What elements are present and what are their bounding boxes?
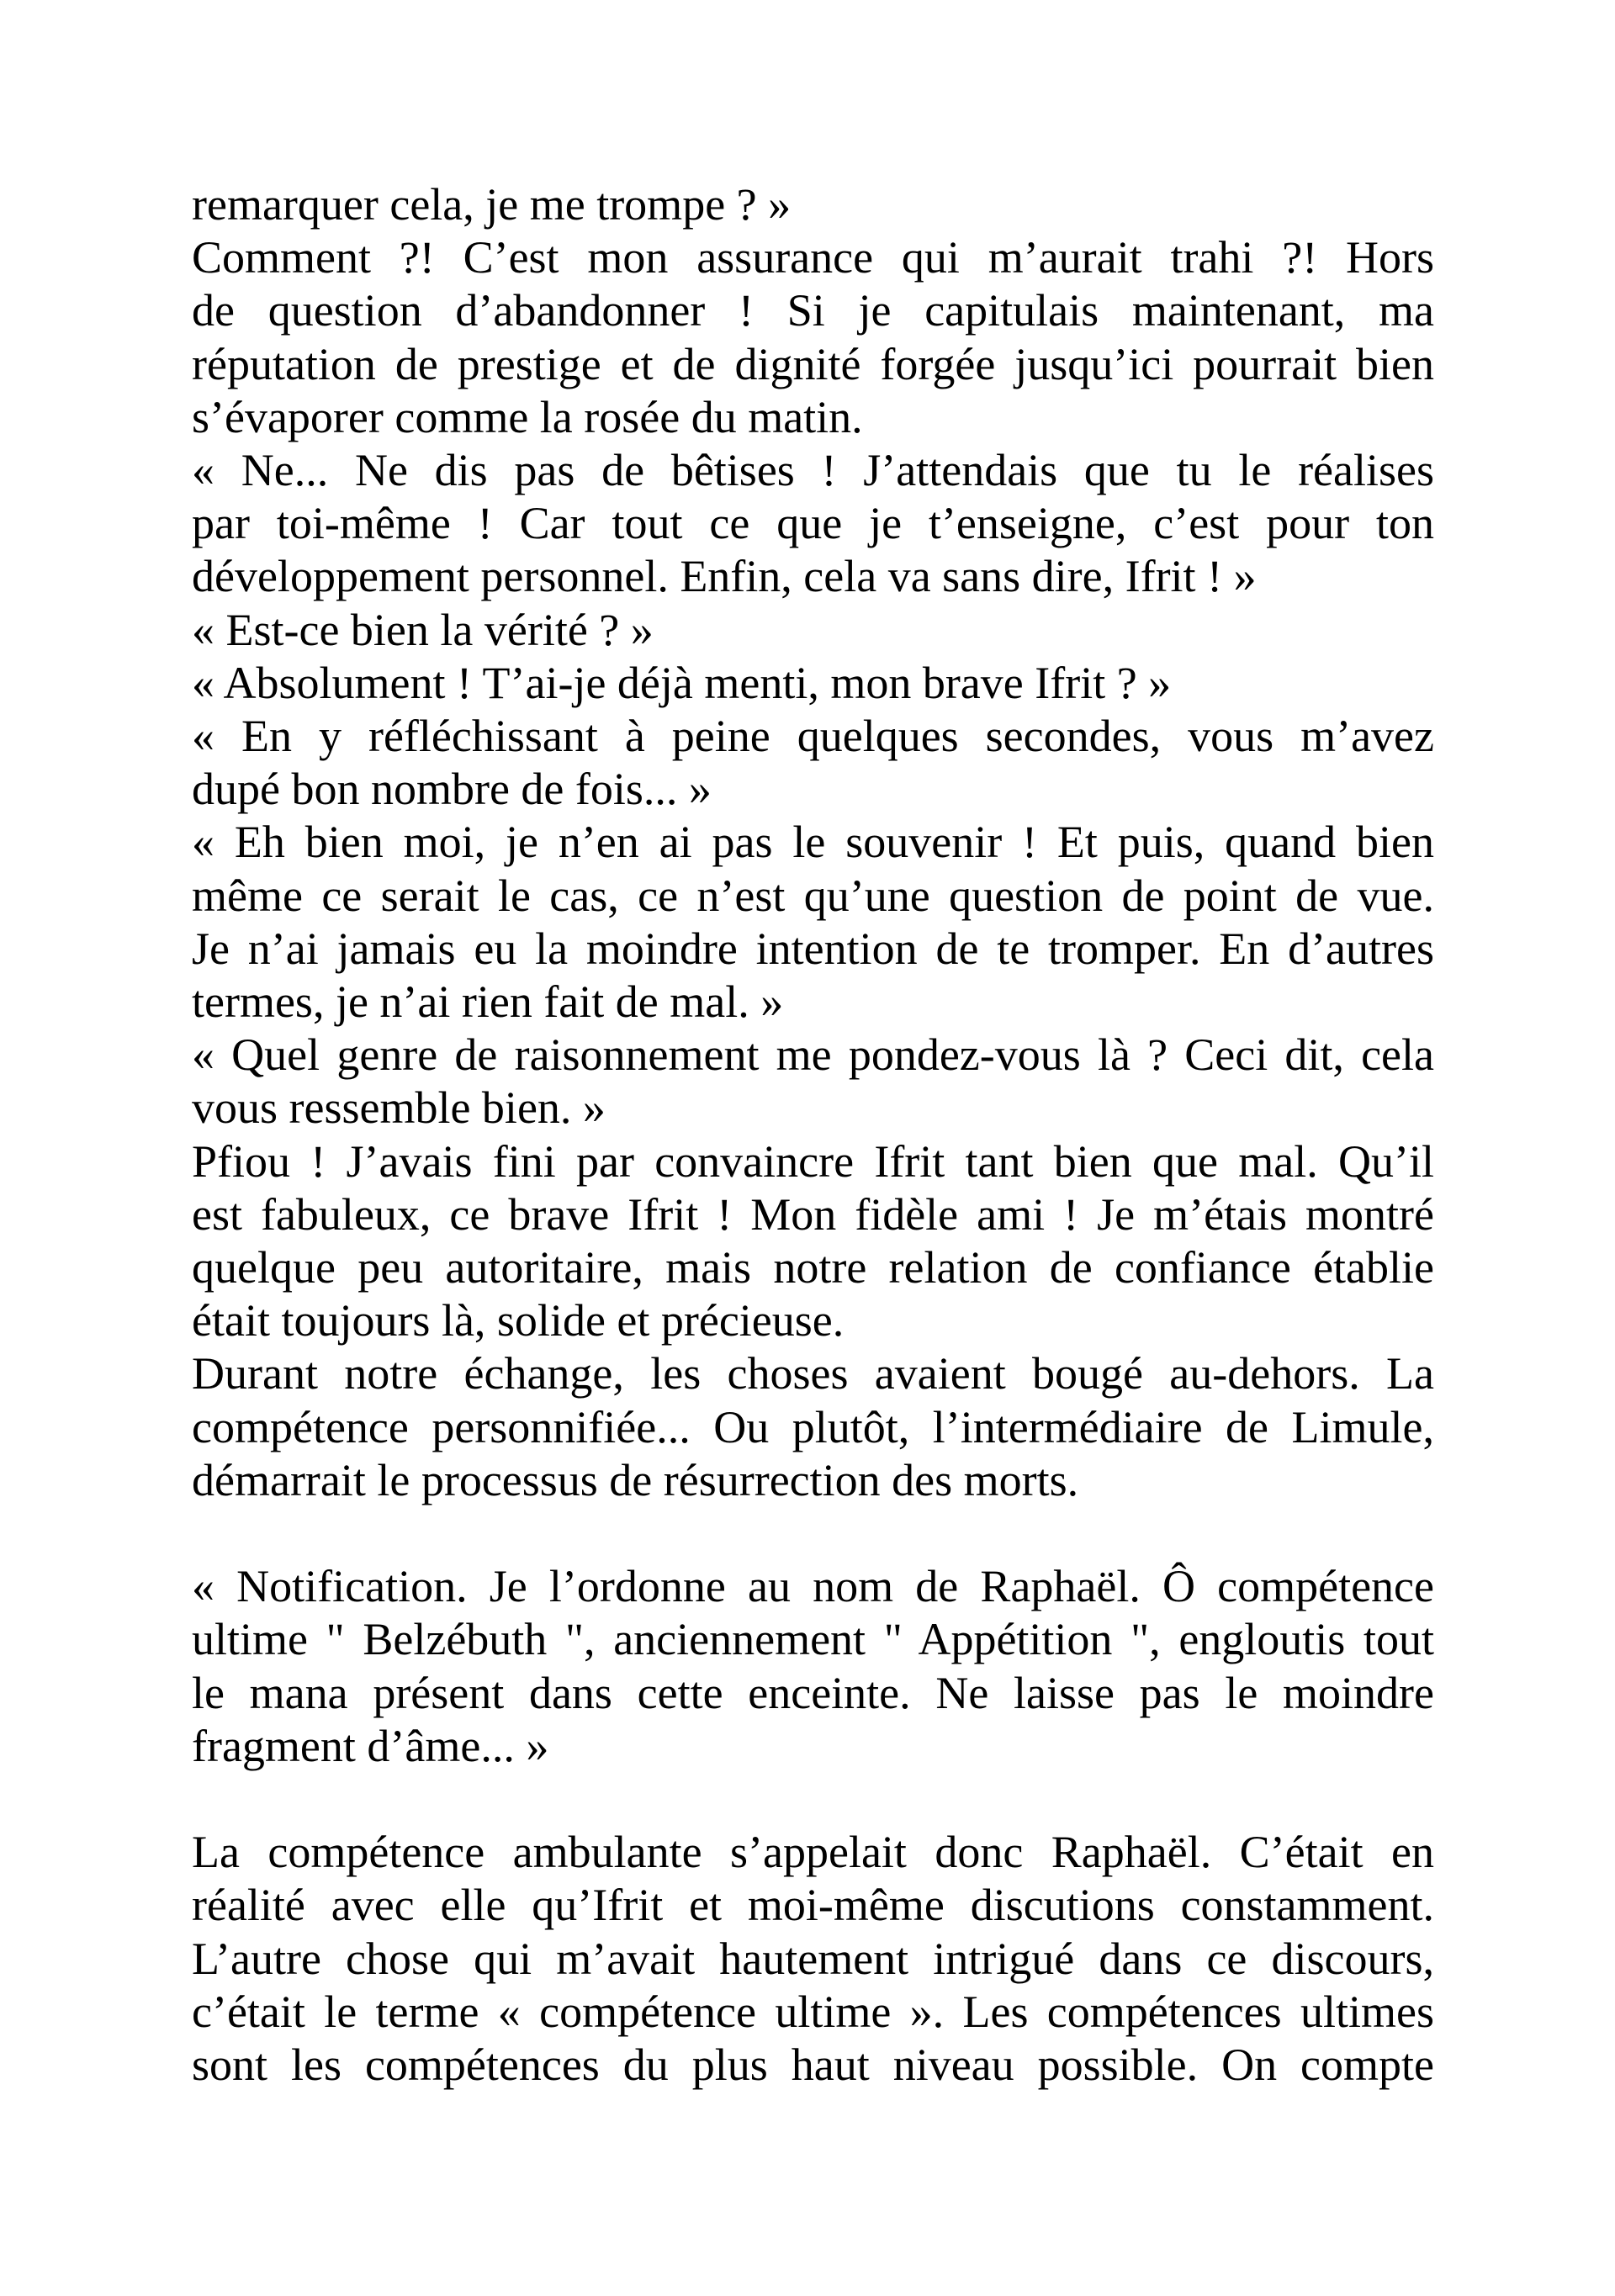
text-line: « Quel genre de raisonnement me pondez-vous là ? Ceci dit, cela: [192, 1029, 1434, 1081]
text-line: « Est-ce bien la vérité ? »: [192, 604, 654, 655]
text-line: est fabuleux, ce brave Ifrit ! Mon fidèle ami ! Je m’étais montré: [192, 1188, 1434, 1240]
text-line: termes, je n’ai rien fait de mal. »: [192, 976, 784, 1028]
text-line: de question d’abandonner ! Si je capitulais maintenant, ma: [192, 285, 1434, 336]
text-line: « Eh bien moi, je n’en ai pas le souvenir ! Et puis, quand bien: [192, 817, 1434, 868]
text-line: « Absolument ! T’ai-je déjà menti, mon brave Ifrit ? »: [192, 657, 1172, 708]
text-line: même ce serait le cas, ce n’est qu’une question de point de vue.: [192, 870, 1434, 921]
text-line: le mana présent dans cette enceinte. Ne laisse pas le moindre: [192, 1667, 1434, 1718]
text-line: Je n’ai jamais eu la moindre intention de te tromper. En d’autres: [192, 923, 1434, 974]
text-line: réputation de prestige et de dignité forgée jusqu’ici pourrait bien: [192, 338, 1434, 389]
text-line: « Ne... Ne dis pas de bêtises ! J’attendais que tu le réalises: [192, 445, 1434, 496]
text-line: remarquer cela, je me trompe ? »: [192, 179, 792, 230]
text-line: dupé bon nombre de fois... »: [192, 764, 712, 815]
text-line: Comment ?! C’est mon assurance qui m’aurait trahi ?! Hors: [192, 232, 1434, 283]
text-line: Durant notre échange, les choses avaient bougé au-dehors. La: [192, 1348, 1434, 1399]
text-line: par toi-même ! Car tout ce que je t’enseigne, c’est pour ton: [192, 498, 1434, 549]
blank-line: [192, 1773, 1434, 1826]
text-line: réalité avec elle qu’Ifrit et moi-même discutions constamment.: [192, 1880, 1434, 1931]
text-line: La compétence ambulante s’appelait donc Raphaël. C’était en: [192, 1827, 1434, 1878]
text-line: fragment d’âme... »: [192, 1720, 549, 1771]
text-line: était toujours là, solide et précieuse.: [192, 1295, 845, 1346]
blank-line: [192, 1507, 1434, 1560]
text-line: « Notification. Je l’ordonne au nom de Raphaël. Ô compétence: [192, 1561, 1434, 1612]
text-line: s’évaporer comme la rosée du matin.: [192, 391, 863, 442]
text-line: L’autre chose qui m’avait hautement intrigué dans ce discours,: [192, 1933, 1434, 1984]
text-line: développement personnel. Enfin, cela va sans dire, Ifrit ! »: [192, 551, 1257, 602]
text-line: c’était le terme « compétence ultime ». Les compétences ultimes: [192, 1986, 1434, 2037]
text-line: compétence personnifiée... Ou plutôt, l’intermédiaire de Limule,: [192, 1401, 1434, 1452]
text-line: vous ressemble bien. »: [192, 1082, 606, 1134]
text-line: ultime " Belzébuth ", anciennement " Appétition ", engloutis tout: [192, 1614, 1434, 1665]
text-line: « En y réfléchissant à peine quelques secondes, vous m’avez: [192, 711, 1434, 762]
text-line: Pfiou ! J’avais fini par convaincre Ifrit tant bien que mal. Qu’il: [192, 1135, 1434, 1187]
text-line: quelque peu autoritaire, mais notre relation de confiance établie: [192, 1242, 1434, 1293]
page-text-block: [192, 178, 1434, 2092]
text-line: sont les compétences du plus haut niveau possible. On compte: [192, 2039, 1434, 2091]
text-line: démarrait le processus de résurrection des morts.: [192, 1454, 1079, 1505]
